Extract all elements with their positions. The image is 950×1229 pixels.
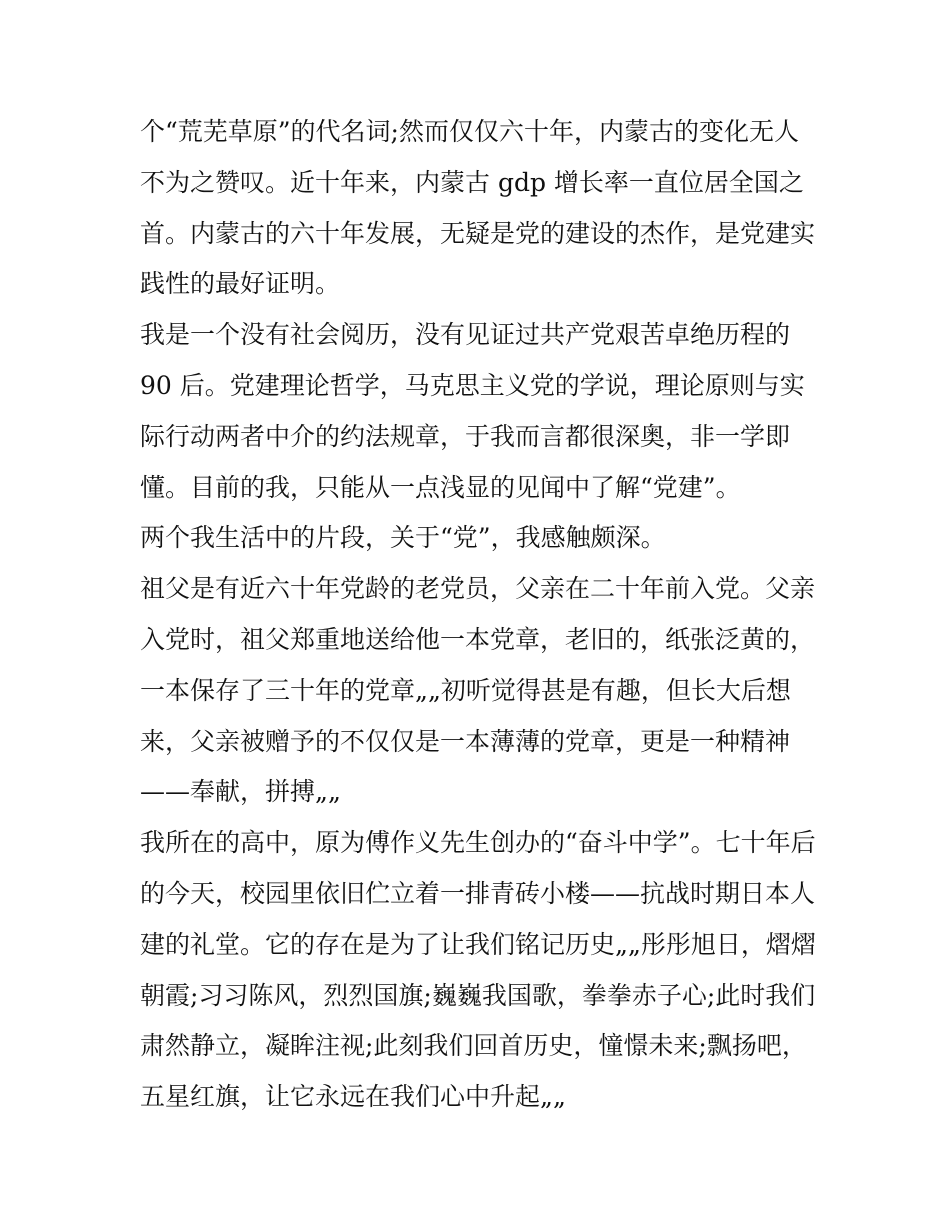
text-line: 朝霞;习习陈风，烈烈国旗;巍巍我国歌，拳拳赤子心;此时我们 — [140, 980, 816, 1010]
text-line: 一本保存了三十年的党章„„初听觉得甚是有趣，但长大后想 — [140, 675, 791, 705]
text-line: ——奉献，拼搏„„ — [140, 777, 341, 807]
text-line: 我所在的高中，原为傅作义先生创办的“奋斗中学”。七十年后 — [140, 828, 816, 858]
text-line: 个“荒芜草原”的代名词;然而仅仅六十年，内蒙古的变化无人 — [140, 117, 799, 146]
text-line: 建的礼堂。它的存在是为了让我们铭记历史„„彤彤旭日，熠熠 — [140, 929, 816, 959]
text-line: 两个我生活中的片段，关于“党”，我感触颇深。 — [140, 523, 666, 553]
text-line: 入党时，祖父郑重地送给他一本党章，老旧的，纸张泛黄的， — [140, 624, 816, 654]
document-body — [140, 107, 820, 1123]
text-line: 首。内蒙古的六十年发展，无疑是党的建设的杰作，是党建实 — [140, 218, 816, 248]
text-line: 90 后。党建理论哲学，马克思主义党的学说，理论原则与实 — [140, 370, 805, 400]
text-line: 践性的最好证明。 — [140, 269, 341, 299]
text-line: 的今天，校园里依旧伫立着一排青砖小楼——抗战时期日本人 — [140, 878, 816, 908]
text-line: 不为之赞叹。近十年来，内蒙古 gdp 增长率一直位居全国之 — [140, 167, 804, 197]
text-line: 我是一个没有社会阅历，没有见证过共产党艰苦卓绝历程的 — [140, 320, 791, 350]
text-line: 懂。目前的我，只能从一点浅显的见闻中了解“党建”。 — [140, 472, 741, 502]
text-line: 来，父亲被赠予的不仅仅是一本薄薄的党章，更是一种精神 — [140, 726, 791, 756]
text-line: 肃然静立，凝眸注视;此刻我们回首历史，憧憬未来;飘扬吧， — [140, 1031, 807, 1061]
text-line: 五星红旗，让它永远在我们心中升起„„ — [140, 1082, 566, 1112]
text-line: 祖父是有近六十年党龄的老党员，父亲在二十年前入党。父亲 — [140, 574, 816, 604]
text-line: 际行动两者中介的约法规章，于我而言都很深奥，非一学即 — [140, 421, 791, 451]
